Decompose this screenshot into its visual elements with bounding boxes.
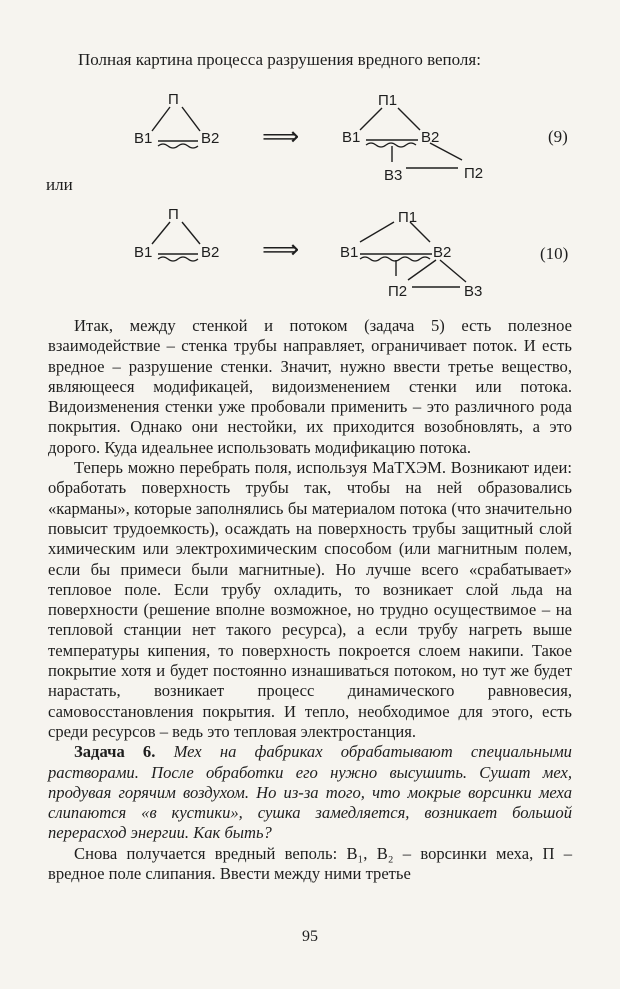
d9-left-top: П <box>168 91 179 108</box>
paragraph-2: Теперь можно перебрать поля, используя МаТХЭМ. Возникают идеи: обработать поверхность трубы так, чтобы на ней образовались «карманы», которые заполнялись бы материалом потока (что значительно повысит трудоемкость), осаждать на поверхность трубы защитный слой химическим или электрохимическим способом (или магнитным полем, если бы примеси были магнитные). Но лучше всего «срабатывает» тепловое поле. Если трубу охладить, то возникает слой льда на поверхности (решение вполне возможное, но трудно осуществимое – на тепловой станции нет такого ресурса), а если трубу нагреть выше температуры кипения, то поверхность покроется слоем накипи. Такое покрытие хотя и будет постоянно изнашиваться потоком, но тут же будет нарастать, возникает процесс динамического равновесия, самовосстановления покрытия. И тепло, необходимое для этого, есть среди ресурсов – ведь это тепловая электростанция. <box>48 458 572 741</box>
d10-left-left: В1 <box>134 244 153 261</box>
main-text <box>48 316 572 884</box>
or-word: или <box>46 175 73 194</box>
intro-line: Полная картина процесса разрушения вредного веполя: <box>78 50 481 69</box>
task-6 <box>48 742 572 843</box>
d10-right-bottom-right: В3 <box>464 283 483 300</box>
d9-right-bottom-right: П2 <box>464 165 484 182</box>
d9-right-top: П1 <box>378 92 398 109</box>
d10-right-bottom-left: П2 <box>388 283 408 300</box>
paragraph-final: Снова получается вредный веполь: В₁, В₂ – ворсинки меха, П – вредное поле слипания. Ввести между ними третье <box>48 843 572 884</box>
d10-right-left: В1 <box>340 244 359 261</box>
d9-left-left: В1 <box>134 130 153 147</box>
d10-right-top: П1 <box>398 209 418 226</box>
diagram-9-right <box>342 92 483 184</box>
diagram-9-left <box>134 91 219 148</box>
d9-left-right: В2 <box>201 130 220 147</box>
d10-arrow: ⟹ <box>262 234 300 264</box>
d9-right-right: В2 <box>421 129 440 146</box>
formula-diagrams <box>0 0 620 310</box>
equation-number-9: (9) <box>548 127 568 146</box>
task-text: Мех на фабриках обрабатывают специальными растворами. После обработки его нужно высушить. Сушат мех, продувая горячим воздухом. Но из-за того, что мокрые ворсинки меха слипаются «в кустики», сушка замедляется, возникает большой перерасход энергии. Как быть? <box>48 742 572 843</box>
d9-right-left: В1 <box>342 129 361 146</box>
equation-number-10: (10) <box>540 244 569 263</box>
diagram-10-left <box>134 206 219 261</box>
d10-left-right: В2 <box>201 244 220 261</box>
page-number: 95 <box>302 928 318 945</box>
d9-right-bottom-left: В3 <box>384 167 403 184</box>
d10-left-top: П <box>168 206 179 223</box>
d9-arrow: ⟹ <box>262 121 300 151</box>
task-label: Задача 6. <box>74 742 156 762</box>
paragraph-1: Итак, между стенкой и потоком (задача 5) есть полезное взаимодействие – стенка трубы направляет, ограничивает поток. И есть вредное – разрушение стенки. Значит, нужно ввести третье вещество, являющееся модификацей, видоизменением стенки или потока. Видоизменения стенки уже пробовали применить – это различного рода покрытия. Однако они нестойки, их приходится возобновлять, а это дорого. Куда идеальнее использовать модификацию потока. <box>48 316 572 457</box>
d10-right-right: В2 <box>433 244 452 261</box>
diagram-10-right <box>340 209 482 300</box>
